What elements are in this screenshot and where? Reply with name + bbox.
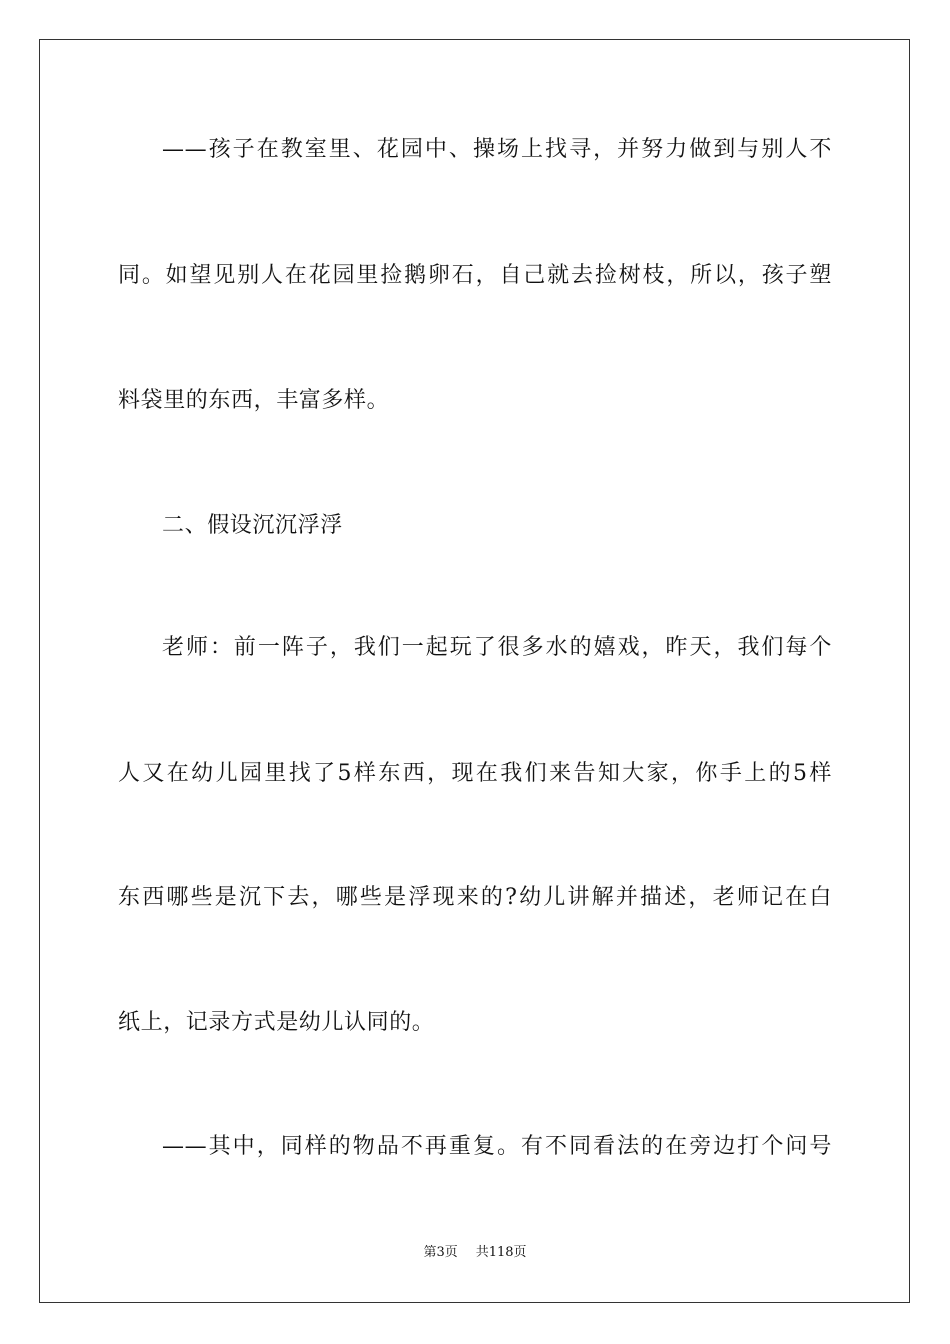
paragraph-line-2: 同。如望见别人在花园里捡鹅卵石，自己就去捡树枝，所以，孩子塑 <box>118 263 832 288</box>
paragraph-line-7: 东西哪些是沉下去，哪些是浮现来的?幼儿讲解并描述，老师记在白 <box>118 885 832 910</box>
paragraph-line-8: 纸上，记录方式是幼儿认同的。 <box>118 1010 435 1035</box>
paragraph-line-1: ——孩子在教室里、花园中、操场上找寻，并努力做到与别人不 <box>162 137 832 162</box>
section-heading: 二、假设沉沉浮浮 <box>162 513 343 538</box>
paragraph-line-6: 人又在幼儿园里找了5样东西，现在我们来告知大家，你手上的5样 <box>118 761 832 786</box>
paragraph-line-9: ——其中，同样的物品不再重复。有不同看法的在旁边打个问号 <box>162 1134 832 1159</box>
page-footer <box>0 1244 950 1262</box>
paragraph-line-3: 料袋里的东西，丰富多样。 <box>118 388 390 413</box>
page-number-current: 第3页 <box>423 1245 458 1260</box>
paragraph-line-5: 老师：前一阵子，我们一起玩了很多水的嬉戏，昨天，我们每个 <box>162 635 832 660</box>
page-border <box>39 39 910 1303</box>
page-number-total: 共118页 <box>475 1245 527 1260</box>
